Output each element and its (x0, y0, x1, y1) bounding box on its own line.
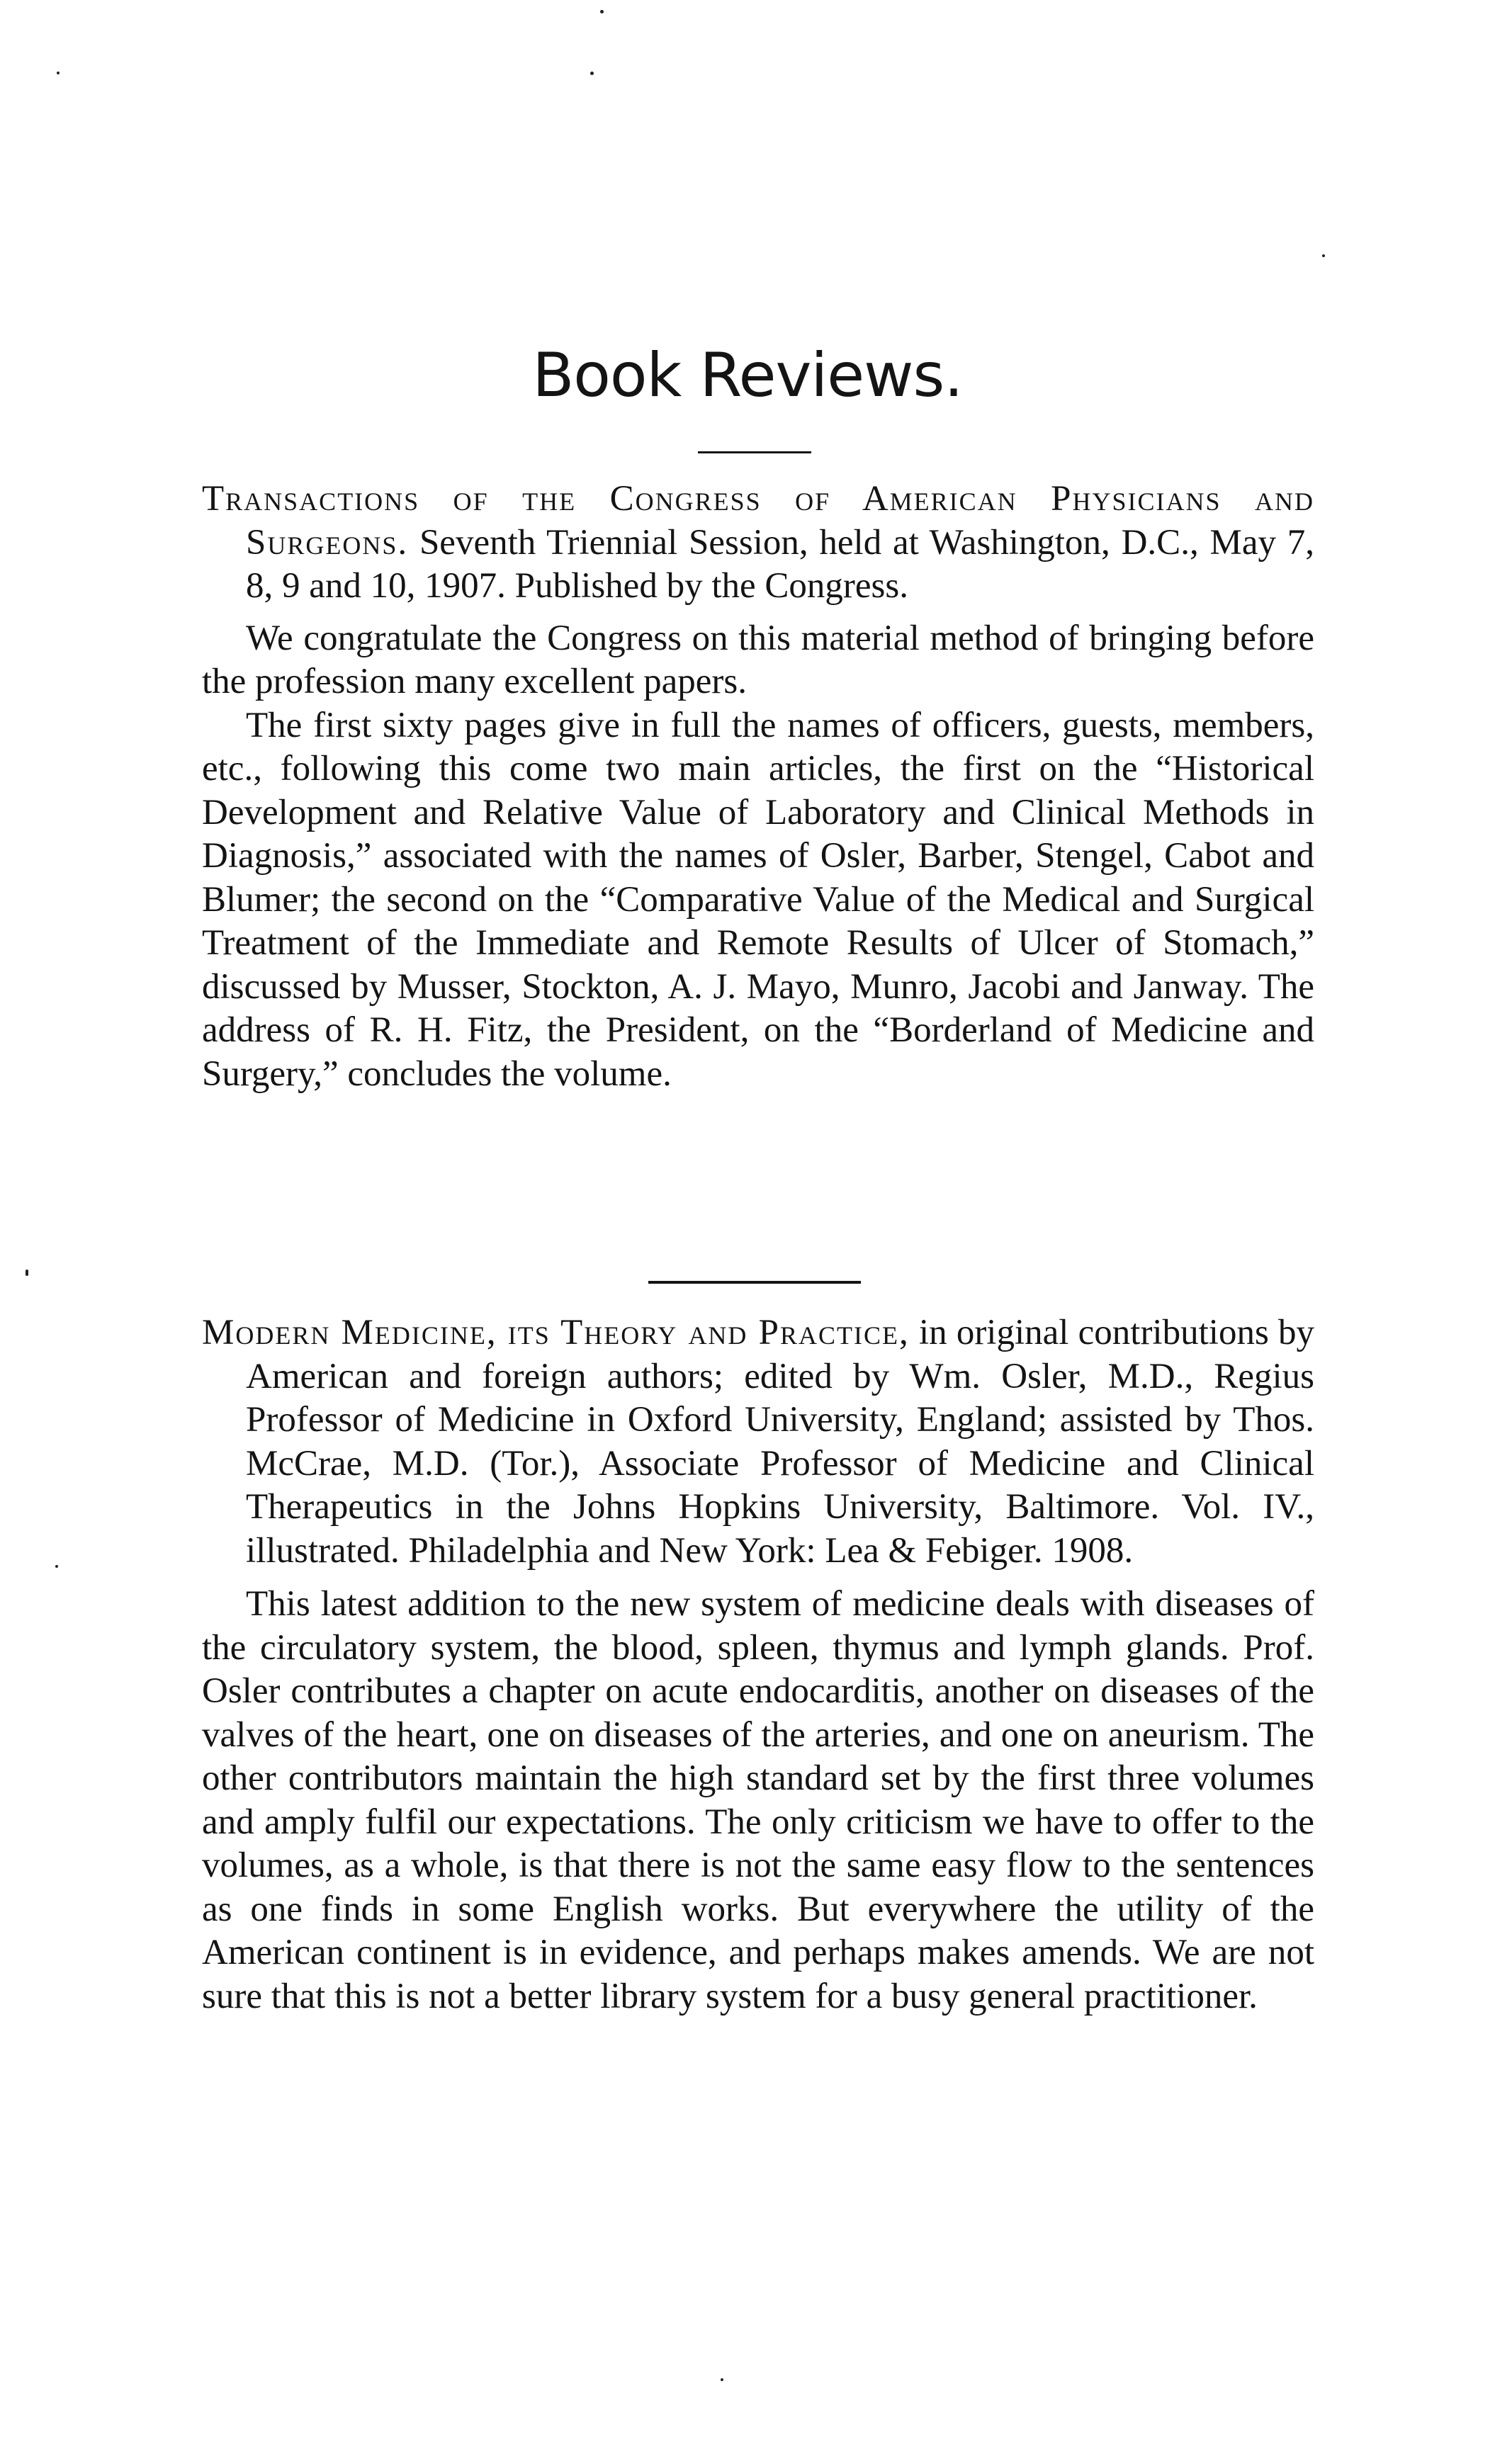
citation-title: Transactions of the Congress of American Physicians and Surgeons. (202, 479, 1314, 563)
citation-details: Seventh Triennial Session, held at Washington, D.C., May 7, 8, 9 and 10, 1907. Published by the Congress. (246, 522, 1314, 606)
review-citation (202, 477, 1314, 609)
review-citation (202, 1311, 1314, 1573)
title-divider (698, 451, 811, 453)
scan-speck (1322, 254, 1325, 257)
citation-details: in original contributions by American and foreign authors; edited by Wm. Osler, M.D., Regius Professor of Medicine in Oxford University, England; assisted by Thos. McCrae, M.D. (Tor.), Associate Professor of Medicine and Clinical Therapeutics in the Johns Hopkins University, Baltimore. Vol. IV., illustrated. Philadelphia and New York: Lea & Febiger. 1908. (246, 1313, 1314, 1571)
scan-speck (55, 1565, 58, 1568)
review-paragraph: The first sixty pages give in full the names of officers, guests, members, etc., following this come two main articles, the first on the “Historical Development and Relative Value of Laboratory and Clinical Methods in Diagnosis,” associated with the names of Osler, Barber, Stengel, Cabot and Blumer; the second on the “Comparative Value of the Medical and Surgical Treatment of the Immediate and Remote Results of Ulcer of Stomach,” discussed by Musser, Stockton, A. J. Mayo, Munro, Jacobi and Janway. The address of R. H. Fitz, the President, on the “Borderland of Medicine and Surgery,” concludes the volume. (202, 705, 1314, 1094)
scan-speck (721, 2378, 723, 2381)
scan-speck (26, 1270, 28, 1276)
review-body (202, 1583, 1314, 2018)
review-body (202, 617, 1314, 1097)
review-paragraph: We congratulate the Congress on this material method of bringing before the profession many excellent papers. (202, 618, 1314, 701)
scan-speck (590, 72, 594, 75)
section-divider (648, 1281, 861, 1284)
scan-speck (57, 72, 60, 74)
scan-speck (600, 10, 604, 13)
citation-title: Modern Medicine, its Theory and Practice, (202, 1313, 910, 1352)
review-paragraph: This latest addition to the new system of medicine deals with diseases of the circulatory system, the blood, spleen, thymus and lymph glands. Prof. Osler contributes a chapter on acute endocarditis, another on diseases of the valves of the heart, one on diseases of the arteries, and one on aneurism. The other contributors maintain the high standard set by the first three volumes and amply fulfil our expectations. The only criticism we have to offer to the volumes, as a whole, is that there is not the same easy flow to the sentences as one finds in some English works. But everywhere the utility of the American continent is in evidence, and perhaps makes amends. We are not sure that this is not a better library system for a busy general practitioner. (202, 1584, 1314, 2016)
review-modern-medicine (202, 1311, 1314, 2018)
review-transactions-congress (202, 477, 1314, 1096)
page-title: Book Reviews. (532, 340, 963, 411)
